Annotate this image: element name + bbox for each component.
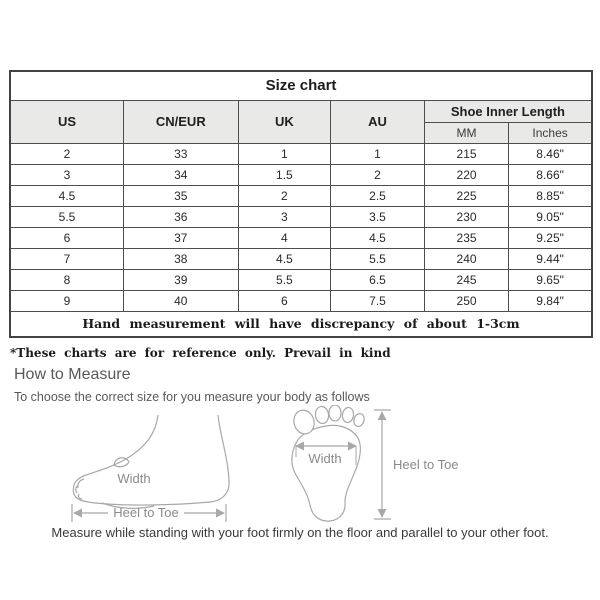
table-cell: 8.85" xyxy=(509,185,592,206)
table-cell: 240 xyxy=(424,248,508,269)
column-header-mm: MM xyxy=(424,122,508,143)
table-cell: 9.84" xyxy=(509,290,592,311)
foot-side-view-icon xyxy=(72,415,229,522)
column-header-inches: Inches xyxy=(509,122,592,143)
measurement-discrepancy-note: Hand measurement will have discrepancy of about 1-3cm xyxy=(10,311,592,337)
width-label-side: Width xyxy=(117,471,151,486)
column-header-au: AU xyxy=(331,100,425,143)
heel-to-toe-label-side: Heel to Toe xyxy=(113,505,179,520)
table-cell: 39 xyxy=(123,269,238,290)
table-cell: 3 xyxy=(238,206,331,227)
table-cell: 9.05" xyxy=(509,206,592,227)
table-row xyxy=(10,290,592,311)
column-header-uk: UK xyxy=(238,100,331,143)
table-cell: 9.65" xyxy=(509,269,592,290)
standing-measure-note: Measure while standing with your foot firmly on the floor and parallel to your other foot. xyxy=(51,525,549,540)
table-cell: 35 xyxy=(123,185,238,206)
table-cell: 6 xyxy=(10,227,123,248)
table-cell: 7 xyxy=(10,248,123,269)
table-cell: 37 xyxy=(123,227,238,248)
table-cell: 4.5 xyxy=(10,185,123,206)
table-footnote-row xyxy=(10,311,592,337)
table-cell: 8 xyxy=(10,269,123,290)
table-cell: 9.44" xyxy=(509,248,592,269)
table-cell: 215 xyxy=(424,143,508,164)
how-to-measure-heading: How to Measure xyxy=(14,366,131,383)
table-cell: 5.5 xyxy=(10,206,123,227)
reference-disclaimer: *These charts are for reference only. Prevail in kind xyxy=(10,346,391,360)
table-cell: 7.5 xyxy=(331,290,425,311)
table-cell: 250 xyxy=(424,290,508,311)
table-cell: 2.5 xyxy=(331,185,425,206)
width-label-top: Width xyxy=(308,451,342,466)
table-cell: 33 xyxy=(123,143,238,164)
table-cell: 2 xyxy=(238,185,331,206)
size-chart-title: Size chart xyxy=(10,71,592,100)
table-cell: 230 xyxy=(424,206,508,227)
table-cell: 1 xyxy=(331,143,425,164)
table-row xyxy=(10,269,592,290)
table-row xyxy=(10,185,592,206)
table-cell: 8.66" xyxy=(509,164,592,185)
table-cell: 5.5 xyxy=(238,269,331,290)
table-row xyxy=(10,227,592,248)
table-cell: 220 xyxy=(424,164,508,185)
table-cell: 6 xyxy=(238,290,331,311)
table-cell: 4.5 xyxy=(238,248,331,269)
table-cell: 38 xyxy=(123,248,238,269)
column-header-us: US xyxy=(10,100,123,143)
table-cell: 34 xyxy=(123,164,238,185)
table-cell: 2 xyxy=(10,143,123,164)
heel-to-toe-label-top: Heel to Toe xyxy=(393,457,459,472)
size-chart-table xyxy=(9,70,593,338)
table-cell: 36 xyxy=(123,206,238,227)
column-header-cneur: CN/EUR xyxy=(123,100,238,143)
table-cell: 245 xyxy=(424,269,508,290)
measurement-diagrams xyxy=(0,405,600,525)
footprint-top-view-icon xyxy=(291,405,458,521)
table-cell: 9.25" xyxy=(509,227,592,248)
table-cell: 3 xyxy=(10,164,123,185)
table-cell: 1 xyxy=(238,143,331,164)
table-cell: 9 xyxy=(10,290,123,311)
table-cell: 4 xyxy=(238,227,331,248)
how-to-measure-subheading: To choose the correct size for you measure your body as follows xyxy=(14,390,370,404)
table-row xyxy=(10,248,592,269)
table-row xyxy=(10,143,592,164)
table-header-row xyxy=(10,100,592,122)
table-cell: 2 xyxy=(331,164,425,185)
size-rows xyxy=(10,143,592,311)
table-title-row xyxy=(10,71,592,100)
table-cell: 3.5 xyxy=(331,206,425,227)
table-row xyxy=(10,206,592,227)
table-cell: 40 xyxy=(123,290,238,311)
table-row xyxy=(10,164,592,185)
table-cell: 1.5 xyxy=(238,164,331,185)
table-cell: 235 xyxy=(424,227,508,248)
foot-diagrams-illustration xyxy=(0,405,600,525)
table-cell: 5.5 xyxy=(331,248,425,269)
table-cell: 8.46" xyxy=(509,143,592,164)
column-header-inner-length: Shoe Inner Length xyxy=(424,100,592,122)
table-cell: 4.5 xyxy=(331,227,425,248)
table-cell: 225 xyxy=(424,185,508,206)
table-cell: 6.5 xyxy=(331,269,425,290)
